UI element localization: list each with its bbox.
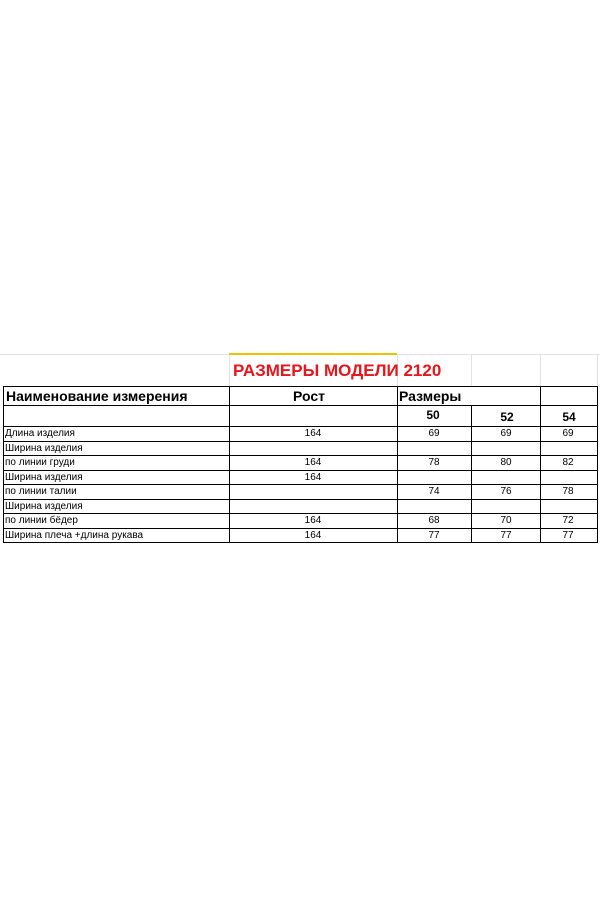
col-border <box>229 386 230 543</box>
row-border <box>3 426 597 427</box>
row-border <box>3 386 597 387</box>
header-height: Рост <box>293 388 325 404</box>
row-label: Ширина изделия <box>5 472 83 483</box>
row-label: по линии груди <box>5 457 75 468</box>
row-label: Ширина плеча +длина рукава <box>5 530 144 541</box>
row-height: 164 <box>304 515 322 526</box>
row-border <box>3 528 597 529</box>
gridline <box>229 354 230 386</box>
row-border <box>3 484 597 485</box>
col-border <box>397 386 398 543</box>
highlight-bar <box>229 353 397 355</box>
row-value: 69 <box>500 428 512 439</box>
size-54: 54 <box>562 410 576 424</box>
row-label: Ширина изделия <box>5 501 83 512</box>
header-measurement: Наименование измерения <box>6 388 188 404</box>
table-title: РАЗМЕРЫ МОДЕЛИ 2120 <box>233 361 442 380</box>
row-value: 78 <box>562 486 574 497</box>
row-label: Длина изделия <box>5 428 75 439</box>
row-value: 74 <box>428 486 440 497</box>
col-border <box>471 405 472 543</box>
row-value: 76 <box>500 486 512 497</box>
row-value: 77 <box>428 530 440 541</box>
row-value: 72 <box>562 515 574 526</box>
header-sizes: Размеры <box>399 388 462 404</box>
row-border <box>3 405 597 406</box>
gridline <box>540 354 541 386</box>
row-height: 164 <box>304 428 322 439</box>
col-border <box>597 386 598 543</box>
row-label: Ширина изделия <box>5 443 83 454</box>
gridline <box>597 354 598 386</box>
row-border <box>3 499 597 500</box>
row-label: по линии бёдер <box>5 515 78 526</box>
size-50: 50 <box>426 408 440 422</box>
row-value: 69 <box>428 428 440 439</box>
row-value: 70 <box>500 515 512 526</box>
row-value: 77 <box>500 530 512 541</box>
row-height: 164 <box>304 530 322 541</box>
row-height: 164 <box>304 472 322 483</box>
row-border <box>3 513 597 514</box>
row-value: 80 <box>500 457 512 468</box>
gridline <box>471 354 472 386</box>
size-52: 52 <box>500 410 514 424</box>
col-border <box>3 386 4 543</box>
row-height: 164 <box>304 457 322 468</box>
row-value: 82 <box>562 457 574 468</box>
row-border <box>3 455 597 456</box>
row-value: 77 <box>562 530 574 541</box>
row-value: 69 <box>562 428 574 439</box>
col-border <box>540 386 541 543</box>
row-label: по линии талии <box>5 486 77 497</box>
row-value: 68 <box>428 515 440 526</box>
row-border <box>3 441 597 442</box>
row-border <box>3 470 597 471</box>
row-border <box>3 542 597 543</box>
row-value: 78 <box>428 457 440 468</box>
